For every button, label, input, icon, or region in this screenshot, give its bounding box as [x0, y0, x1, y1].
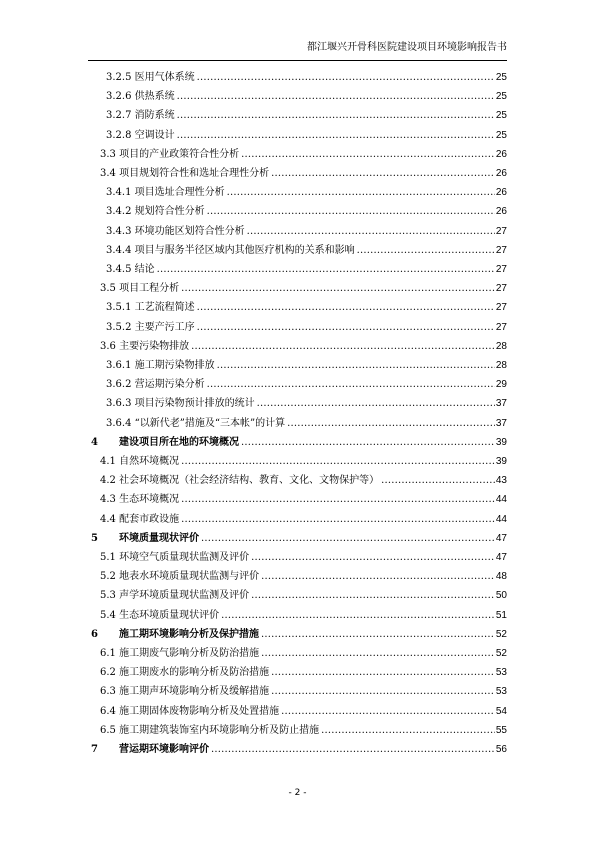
dot-leader: [261, 570, 495, 583]
toc-chapter-number: 5: [91, 532, 98, 544]
toc-page-number: 26: [495, 168, 507, 179]
dot-leader: [177, 129, 495, 142]
toc-page-number: 25: [495, 110, 507, 122]
document-title: 都江堰兴开骨科医院建设项目环境影响报告书: [307, 42, 507, 53]
toc-page-number: 39: [495, 456, 507, 467]
toc-entry[interactable]: [0, 334, 595, 353]
dot-leader: [261, 647, 495, 660]
toc-entry[interactable]: [0, 123, 595, 142]
toc-entry-label: 3.6.1 施工期污染物排放: [106, 360, 215, 371]
toc-entry-label: 3.4 项目规划符合性和选址合理性分析: [100, 168, 270, 179]
toc-page-number: 52: [495, 648, 507, 659]
toc-entry-label: 5.2 地表水环境质量现状监测与评价: [100, 571, 260, 583]
dot-leader: [227, 186, 495, 199]
toc-entry-label: [91, 628, 260, 641]
toc-page-number: 54: [495, 705, 507, 717]
toc-entry-label: 3.6 主要污染物排放: [100, 340, 190, 352]
dot-leader: [181, 455, 495, 468]
page-footer: [0, 788, 595, 798]
toc-entry-label: 3.2.8 空调设计: [106, 129, 175, 141]
dot-leader: [251, 589, 495, 602]
dot-leader: [247, 225, 495, 238]
dot-leader: [177, 90, 495, 103]
toc-entry[interactable]: [0, 372, 595, 391]
dot-leader: [177, 109, 495, 122]
toc-page-number: 27: [495, 244, 507, 256]
toc-entry-label: 3.4.3 环境功能区划符合性分析: [106, 225, 245, 237]
dot-leader: [197, 71, 495, 84]
toc-entry[interactable]: [0, 315, 595, 334]
toc-entry-label: 3.6.4 “以新代老”措施及“三本帐”的计算: [106, 417, 286, 429]
toc-page-number: 25: [495, 129, 507, 141]
toc-entry[interactable]: [0, 699, 595, 718]
toc-page-number: 26: [495, 206, 507, 218]
toc-page-number: 52: [495, 628, 507, 640]
toc-chapter-title: 环境质量现状评价: [119, 532, 199, 544]
toc-chapter-title: 施工期环境影响分析及保护措施: [119, 628, 259, 640]
toc-entry[interactable]: [0, 238, 595, 257]
toc-entry-label: 4.1 自然环境概况: [100, 456, 180, 467]
dot-leader: [201, 532, 495, 545]
toc-entry-label: 6.2 施工期废水的影响分析及防治措施: [100, 667, 270, 679]
toc-entry[interactable]: [0, 641, 595, 660]
toc-page-number: 26: [495, 148, 507, 160]
dot-leader: [357, 244, 495, 257]
toc-entry[interactable]: [0, 84, 595, 103]
toc-entry[interactable]: [0, 718, 595, 737]
toc-page-number: 55: [495, 724, 507, 736]
toc-page-number: 51: [495, 609, 507, 621]
dot-leader: [217, 359, 495, 372]
toc-entry-label: 3.4.4 项目与服务半径区域内其他医疗机构的关系和影响: [106, 244, 355, 256]
toc-entry[interactable]: [0, 603, 595, 622]
dot-leader: [181, 493, 495, 506]
toc-page-number: 37: [495, 417, 507, 429]
toc-chapter-number: 7: [91, 744, 98, 755]
toc-entry[interactable]: [0, 660, 595, 679]
toc-page-number: 44: [495, 494, 507, 506]
dot-leader: [181, 513, 495, 526]
dot-leader: [197, 301, 495, 314]
toc-entry[interactable]: [0, 199, 595, 218]
toc-page-number: 26: [495, 187, 507, 199]
toc-chapter-title: 建设项目所在地的环境概况: [119, 436, 239, 448]
toc-entry[interactable]: [0, 583, 595, 602]
toc-entry-label: [91, 436, 240, 449]
toc-entry-label: 3.4.1 项目选址合理性分析: [106, 187, 225, 199]
toc-page-number: 53: [495, 686, 507, 698]
toc-entry[interactable]: [0, 411, 595, 430]
toc-entry[interactable]: [0, 65, 595, 84]
toc-entry-label: 3.2.6 供热系统: [106, 91, 175, 103]
toc-entry-label: 3.2.5 医用气体系统: [106, 72, 195, 83]
toc-page-number: 48: [495, 571, 507, 583]
toc-entry-label: [91, 743, 210, 756]
toc-entry-label: 5.4 生态环境质量现状评价: [100, 609, 220, 621]
toc-entry-label: 5.3 声学环境质量现状监测及评价: [100, 590, 250, 602]
page-header: [88, 40, 507, 60]
toc-page-number: 50: [495, 590, 507, 602]
toc-entry-label: 6.1 施工期废气影响分析及防治措施: [100, 648, 260, 659]
toc-entry[interactable]: [0, 295, 595, 314]
toc-page-number: 27: [495, 302, 507, 314]
toc-entry-label: 4.3 生态环境概况: [100, 494, 180, 506]
toc-entry-label: 6.5 施工期建筑装饰室内环境影响分析及防止措施: [100, 724, 320, 736]
dot-leader: [257, 397, 495, 410]
dot-leader: [181, 282, 495, 295]
toc-page-number: 37: [495, 398, 507, 410]
toc-entry-label: [91, 532, 200, 545]
dot-leader: [271, 167, 495, 180]
toc-entry-label: 3.4.2 规划符合性分析: [106, 206, 205, 218]
dot-leader: [281, 705, 495, 718]
toc-entry[interactable]: [0, 449, 595, 468]
dot-leader: [191, 340, 495, 353]
toc-entry[interactable]: [0, 679, 595, 698]
dot-leader: [261, 628, 495, 641]
toc-entry-label: 6.4 施工期固体废物影响分析及处置措施: [100, 705, 280, 717]
toc-entry[interactable]: [0, 507, 595, 526]
toc-entry[interactable]: [0, 257, 595, 276]
toc-entry[interactable]: [0, 161, 595, 180]
dot-leader: [197, 321, 495, 334]
toc-page-number: 27: [495, 225, 507, 237]
toc-entry[interactable]: [0, 142, 595, 161]
toc-page-number: 27: [495, 283, 507, 295]
toc-page-number: 47: [495, 532, 507, 544]
toc-entry[interactable]: [0, 468, 595, 487]
toc-entry-label: 5.1 环境空气质量现状监测及评价: [100, 552, 250, 563]
toc-chapter-number: 4: [91, 436, 98, 448]
toc-chapter-number: 6: [91, 628, 98, 640]
toc-chapter-entry[interactable]: [0, 430, 595, 449]
toc-page-number: 25: [495, 72, 507, 83]
toc-page-number: 28: [495, 340, 507, 352]
toc-entry[interactable]: [0, 487, 595, 506]
toc-entry[interactable]: [0, 219, 595, 238]
toc-chapter-entry[interactable]: [0, 526, 595, 545]
toc-entry-label: 3.5.2 主要产污工序: [106, 321, 195, 333]
toc-entry[interactable]: [0, 545, 595, 564]
toc-page-number: 29: [495, 379, 507, 391]
toc-chapter-entry[interactable]: [0, 737, 595, 756]
toc-page-number: 39: [495, 436, 507, 448]
toc-page-number: 53: [495, 667, 507, 679]
toc-entry[interactable]: [0, 353, 595, 372]
toc-entry-label: 3.6.2 营运期污染分析: [106, 379, 205, 391]
dot-leader: [271, 685, 495, 698]
toc-entry-label: 4.2 社会环境概况（社会经济结构、教育、文化、文物保护等）: [100, 475, 380, 487]
toc-entry[interactable]: [0, 276, 595, 295]
toc-page-number: 56: [495, 744, 507, 755]
dot-leader: [241, 148, 495, 161]
dot-leader: [321, 724, 495, 737]
toc-entry[interactable]: [0, 564, 595, 583]
toc-entry-label: 3.4.5 结论: [106, 264, 155, 275]
toc-page-number: 28: [495, 360, 507, 371]
toc-page-number: 25: [495, 91, 507, 103]
dot-leader: [251, 551, 495, 564]
dot-leader: [221, 609, 495, 622]
toc-entry-label: 6.3 施工期声环境影响分析及缓解措施: [100, 686, 270, 698]
toc-entry-label: 3.2.7 消防系统: [106, 110, 175, 122]
toc-entry-label: 4.4 配套市政设施: [100, 513, 180, 525]
toc-chapter-title: 营运期环境影响评价: [119, 744, 209, 755]
toc-entry[interactable]: [0, 103, 595, 122]
toc-page-number: 27: [495, 321, 507, 333]
dot-leader: [207, 205, 495, 218]
dot-leader: [207, 378, 495, 391]
toc-chapter-entry[interactable]: [0, 622, 595, 641]
dot-leader: [157, 263, 495, 276]
toc-entry-label: 3.5.1 工艺流程简述: [106, 302, 195, 314]
toc-entry-label: 3.5 项目工程分析: [100, 283, 180, 295]
dot-leader: [287, 417, 495, 430]
toc-entry[interactable]: [0, 391, 595, 410]
dot-leader: [211, 743, 495, 756]
toc-entry[interactable]: [0, 180, 595, 199]
page-number: - 2 -: [288, 788, 307, 798]
dot-leader: [241, 436, 495, 449]
toc-page-number: 44: [495, 513, 507, 525]
toc-page-number: 43: [495, 475, 507, 487]
dot-leader: [271, 666, 495, 679]
toc-entry-label: 3.6.3 项目污染物预计排放的统计: [106, 398, 255, 410]
toc-page-number: 27: [495, 264, 507, 275]
header-divider: [88, 60, 507, 61]
dot-leader: [381, 474, 495, 487]
toc-entry-label: 3.3 项目的产业政策符合性分析: [100, 148, 240, 160]
toc-page-number: 47: [495, 552, 507, 563]
